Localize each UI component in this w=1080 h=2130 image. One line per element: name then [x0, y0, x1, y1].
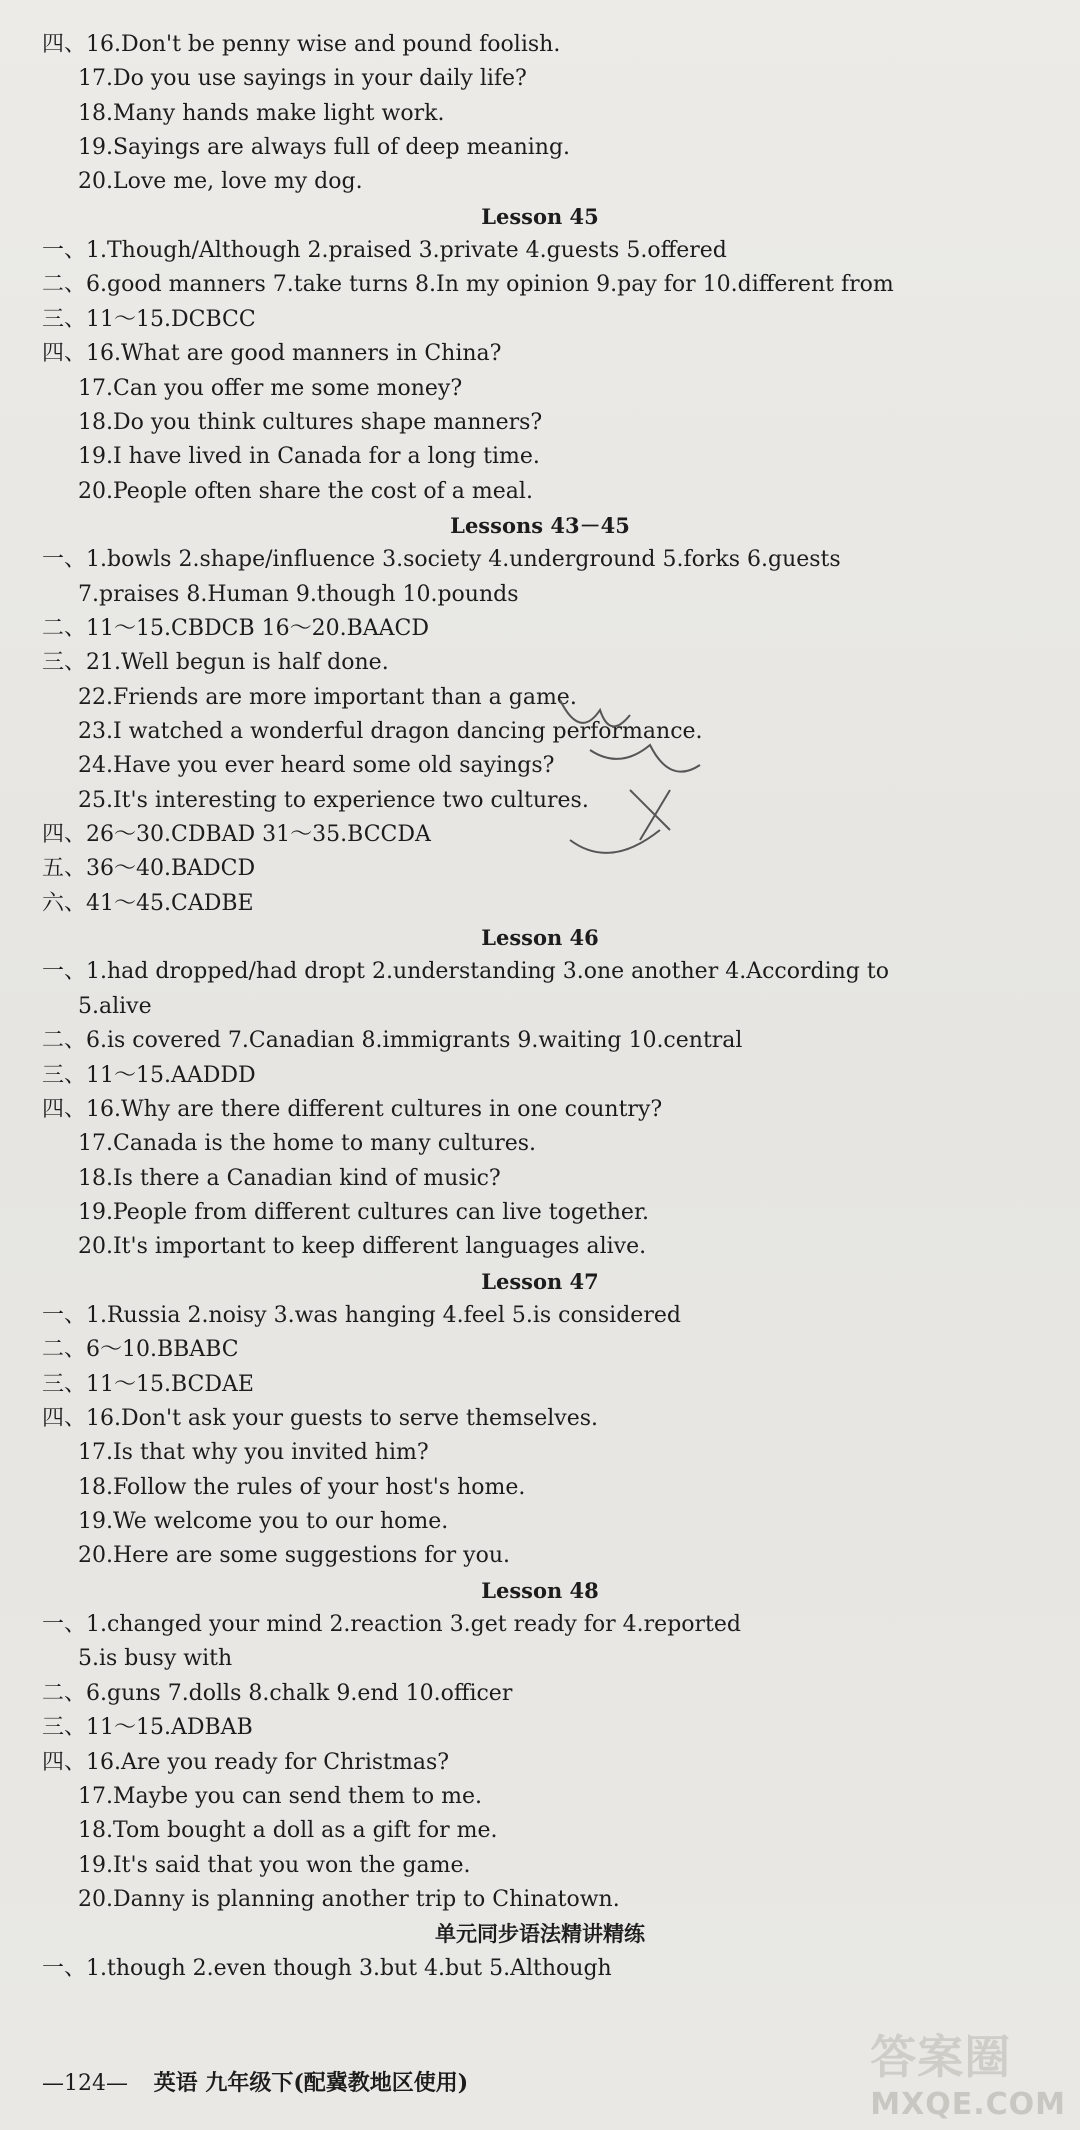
answer-line: 三、11～15.ADBAB [42, 1715, 253, 1741]
answer-line: 19.I have lived in Canada for a long time. [78, 444, 540, 470]
answer-line: 三、11～15.BCDAE [42, 1371, 254, 1397]
answer-line: 20.People often share the cost of a meal. [78, 478, 533, 504]
answer-line: 25.It's interesting to experience two cultures. [78, 787, 589, 813]
answer-line: 7.praises 8.Human 9.though 10.pounds [78, 581, 519, 607]
answer-line: 二、6.good manners 7.take turns 8.In my opinion 9.pay for 10.different from [42, 272, 894, 298]
answer-line: 20.Love me, love my dog. [78, 169, 363, 195]
answer-line: 17.Is that why you invited him? [78, 1440, 429, 1466]
answer-line: 三、11～15.AADDD [42, 1062, 256, 1088]
answer-line: 19.People from different cultures can live together. [78, 1199, 650, 1225]
page-number: —124— [42, 2071, 128, 2096]
section-heading: Lessons 43－45 [450, 512, 630, 538]
pencil-scribble [550, 690, 750, 910]
book-subject: 英语 九年级下(配冀教地区使用) [153, 2070, 469, 2096]
watermark-logo: 答案圈 [870, 2030, 1012, 2084]
answer-line: 17.Can you offer me some money? [78, 375, 463, 401]
section-heading: Lesson 45 [481, 203, 599, 229]
answer-line: 18.Do you think cultures shape manners? [78, 409, 543, 435]
answer-line: 四、16.Don't ask your guests to serve themselves. [42, 1406, 599, 1431]
answer-line: 二、6.guns 7.dolls 8.chalk 9.end 10.officer [42, 1680, 513, 1706]
answer-line: 四、16.Don't be penny wise and pound foolish. [42, 32, 561, 57]
answer-line: 五、36～40.BADCD [42, 856, 256, 882]
answer-line: 四、16.Why are there different cultures in one country? [42, 1096, 663, 1122]
answer-line: 二、6～10.BBABC [42, 1337, 239, 1363]
section-heading: Lesson 48 [481, 1577, 599, 1603]
answer-line: 三、21.Well begun is half done. [42, 650, 389, 676]
answer-line: 24.Have you ever heard some old sayings? [78, 753, 555, 779]
answer-line: 二、6.is covered 7.Canadian 8.immigrants 9.waiting 10.central [42, 1028, 743, 1054]
answer-line: 一、1.though 2.even though 3.but 4.but 5.Although [42, 1955, 612, 1981]
answer-line: 19.We welcome you to our home. [78, 1509, 449, 1535]
answer-line: 20.Danny is planning another trip to Chinatown. [78, 1886, 620, 1912]
answer-line: 17.Canada is the home to many cultures. [78, 1131, 537, 1157]
answer-line: 18.Many hands make light work. [78, 100, 445, 126]
page-footer [42, 2066, 468, 2097]
answer-line: 18.Follow the rules of your host's home. [78, 1474, 526, 1500]
section-heading: Lesson 47 [481, 1268, 599, 1294]
answer-line: 一、1.Though/Although 2.praised 3.private 4.guests 5.offered [42, 238, 727, 264]
answer-line: 19.It's said that you won the game. [78, 1852, 471, 1878]
answer-line: 20.Here are some suggestions for you. [78, 1543, 511, 1569]
answer-line: 一、1.had dropped/had dropt 2.understanding 3.one another 4.According to [42, 959, 889, 985]
watermark-url: MXQE.COM [870, 2087, 1066, 2122]
answer-line: 一、1.bowls 2.shape/influence 3.society 4.underground 5.forks 6.guests [42, 547, 841, 573]
answer-line: 18.Tom bought a doll as a gift for me. [78, 1818, 498, 1844]
answer-line: 5.alive [78, 993, 152, 1019]
answer-line: 六、41～45.CADBE [42, 890, 254, 916]
answer-line: 三、11～15.DCBCC [42, 306, 256, 332]
answer-line: 四、16.What are good manners in China? [42, 341, 502, 367]
answer-line: 二、11～15.CBDCB 16～20.BAACD [42, 615, 430, 641]
answer-line: 20.It's important to keep different languages alive. [78, 1234, 647, 1260]
watermark [870, 2021, 1066, 2122]
answer-line: 一、1.Russia 2.noisy 3.was hanging 4.feel 5.is considered [42, 1302, 681, 1328]
answer-line: 17.Do you use sayings in your daily life? [78, 66, 527, 92]
answer-line: 19.Sayings are always full of deep meaning. [78, 135, 571, 161]
answer-line: 一、1.changed your mind 2.reaction 3.get ready for 4.reported [42, 1612, 741, 1638]
answer-line: 23.I watched a wonderful dragon dancing performance. [78, 719, 703, 744]
answer-line: 18.Is there a Canadian kind of music? [78, 1165, 501, 1191]
answer-line: 四、26～30.CDBAD 31～35.BCCDA [42, 822, 431, 848]
answer-line: 5.is busy with [78, 1646, 233, 1672]
answer-line: 22.Friends are more important than a game. [78, 684, 577, 710]
answer-line: 四、16.Are you ready for Christmas? [42, 1749, 450, 1775]
section-heading: 单元同步语法精讲精练 [435, 1921, 645, 1947]
answer-line: 17.Maybe you can send them to me. [78, 1783, 482, 1809]
section-heading: Lesson 46 [481, 925, 599, 951]
